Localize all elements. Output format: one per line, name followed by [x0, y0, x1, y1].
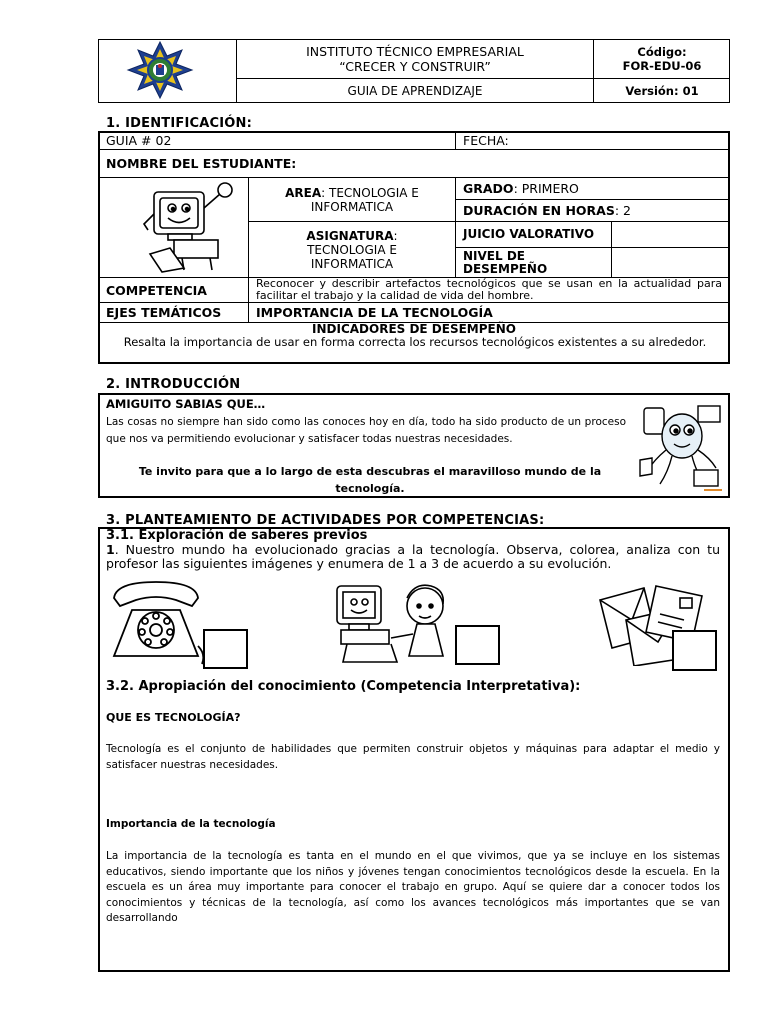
exploration-text: . Nuestro mundo ha evolucionado gracias a la tecnología. Observa, colorea, analiza con tu profesor las siguientes imágenes y enumera de 1 a 3 de acuerdo a su evolución. [106, 542, 720, 571]
competence-text: Reconocer y describir artefactos tecnológicos que se usan en la actualidad para facilitar el trabajo y la calidad de vida del hombre. [256, 277, 722, 302]
area-value: : TECNOLOGIA E INFORMATICA [310, 185, 419, 214]
introduction-body: Las cosas no siempre han sido como las conoces hoy en día, todo ha sido producto de un proceso que nos va permitiendo evolucionar y satisfacer todas nuestras necesidades. [106, 416, 626, 445]
indicators-title: INDICADORES DE DESEMPEÑO [312, 322, 516, 336]
what-is-technology-text: Tecnología es el conjunto de habilidades que permiten construir objetos y máquinas para adaptar el medio y satisfacer nuestras necesidades. [106, 743, 720, 771]
appropriation-title: 3.2. Apropiación del conocimiento (Competencia Interpretativa): [106, 679, 581, 694]
area-label: AREA [285, 185, 322, 200]
axes-label: EJES TEMÁTICOS [106, 305, 222, 320]
child-computer-image [327, 576, 467, 668]
identification-title: 1. IDENTIFICACIÓN: [106, 116, 253, 131]
duration-value: : 2 [614, 203, 631, 218]
letters-number-box[interactable] [672, 630, 717, 671]
axes-value: IMPORTANCIA DE LA TECNOLOGÍA [256, 305, 493, 320]
subject-value: : TECNOLOGIA E INFORMATICA [307, 228, 398, 271]
grade-value: : PRIMERO [513, 181, 579, 196]
what-is-technology-title: QUE ES TECNOLOGÍA? [106, 711, 241, 724]
code-label: Código: [637, 45, 687, 59]
importance-text: La importancia de la tecnología es tanta en el mundo en el que vivimos, que ya se incluye en los sistemas educativos, siendo importante que los niños y jóvenes tengan conocimientos tecnológicos desde la escuela. En la escuela es un área muy importante para conocer el trabajo en grupo. Aquí se quiere dar a conocer todos los conocimientos y técnicas de la tecnología, así como los avances tecnológicos más importantes que se van desarrollando [106, 850, 720, 924]
introduction-heading: AMIGUITO SABIAS QUE… [106, 397, 266, 411]
competence-label: COMPETENCIA [106, 282, 207, 298]
introduction-invite: Te invito para que a lo largo de esta descubras el maravilloso mundo de la tecnología. [138, 465, 602, 495]
phone-number-box[interactable] [203, 629, 248, 669]
institution-motto: “CRECER Y CONSTRUIR” [339, 59, 491, 74]
performance-field[interactable] [612, 248, 729, 277]
importance-title: Importancia de la tecnología [106, 818, 276, 830]
date-label: FECHA: [463, 133, 509, 148]
institution-name: INSTITUTO TÉCNICO EMPRESARIAL [306, 44, 524, 59]
judgment-field[interactable] [612, 222, 729, 247]
exploration-title: 3.1. Exploración de saberes previos [106, 528, 368, 543]
judgment-label: JUICIO VALORATIVO [463, 227, 595, 241]
version-label: Versión: 01 [625, 84, 699, 98]
duration-label: DURACIÓN EN HORAS [463, 203, 615, 218]
octopus-mascot-image [638, 400, 724, 494]
grade-label: GRADO [463, 181, 514, 196]
activities-title: 3. PLANTEAMIENTO DE ACTIVIDADES POR COMPETENCIAS: [106, 513, 545, 528]
computer-mascot-image [140, 178, 240, 274]
computer-number-box[interactable] [455, 625, 500, 665]
indicators-text: Resalta la importancia de usar en forma correcta los recursos tecnológicos existentes a su alrededor. [123, 335, 707, 349]
rotary-telephone-image [106, 576, 206, 666]
exploration-number: 1 [106, 542, 115, 557]
institution-logo [120, 40, 200, 100]
introduction-title: 2. INTRODUCCIÓN [106, 377, 241, 392]
subject-label: ASIGNATURA [306, 228, 394, 243]
performance-label: NIVEL DE DESEMPEÑO [463, 248, 548, 276]
student-name-label: NOMBRE DEL ESTUDIANTE: [106, 156, 297, 171]
code-value: FOR-EDU-06 [622, 59, 702, 73]
guide-title: GUIA DE APRENDIZAJE [347, 84, 483, 98]
guide-number: GUIA # 02 [106, 133, 172, 148]
